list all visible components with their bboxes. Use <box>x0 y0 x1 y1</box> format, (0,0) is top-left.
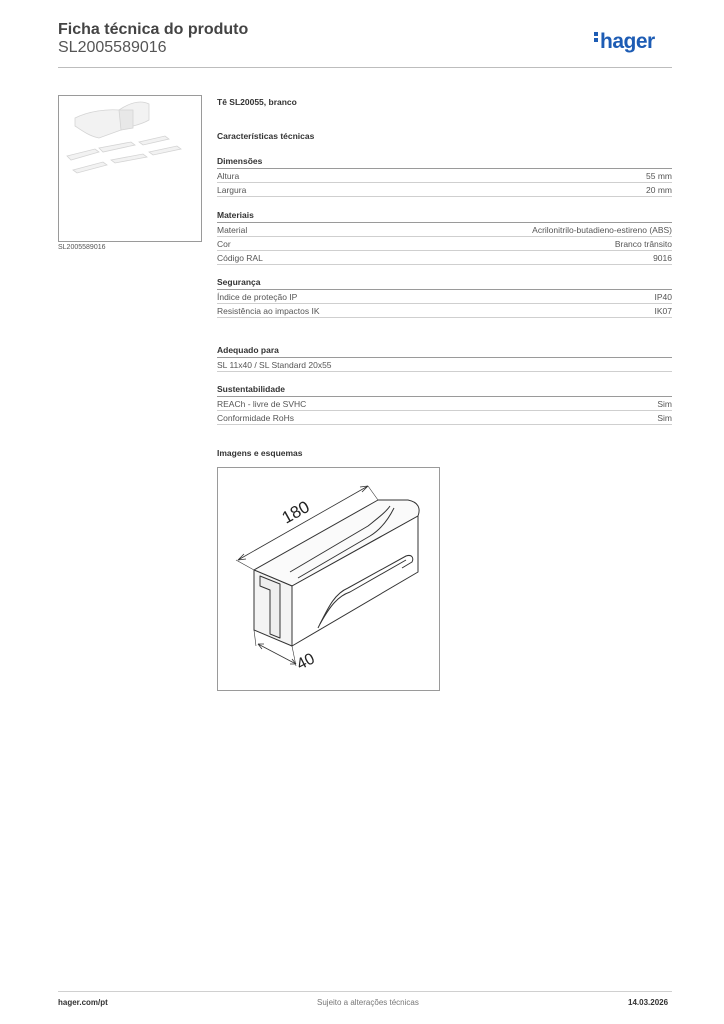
table-row <box>217 169 672 183</box>
dimension-drawing <box>218 468 439 690</box>
row-label: Resistência ao impactos IK <box>217 306 320 316</box>
safety-table <box>217 276 672 318</box>
row-value: 20 mm <box>646 185 672 195</box>
row-label: Código RAL <box>217 253 263 263</box>
dimensions-heading: Dimensões <box>217 155 672 169</box>
sustainability-table <box>217 383 672 425</box>
row-value: 9016 <box>653 253 672 263</box>
footer-note: Sujeito a alterações técnicas <box>317 998 419 1007</box>
page-title: Ficha técnica do produto <box>58 21 249 38</box>
logo-text: hager <box>600 30 655 53</box>
row-value: Sim <box>657 413 672 423</box>
table-row <box>217 183 672 197</box>
images-heading: Imagens e esquemas <box>217 448 303 458</box>
dimension-width-label: 40 <box>294 650 318 674</box>
product-parts-icon <box>59 96 201 241</box>
row-value: Sim <box>657 399 672 409</box>
dimension-length-label: 180 <box>278 497 313 528</box>
row-value: IK07 <box>654 306 672 316</box>
footer-date: 14.03.2026 <box>628 998 669 1007</box>
row-label: REACh - livre de SVHC <box>217 399 307 409</box>
thumbnail-caption: SL2005589016 <box>58 244 106 251</box>
safety-heading: Segurança <box>217 276 672 290</box>
dimensions-table <box>217 155 672 197</box>
table-row <box>217 304 672 318</box>
row-label: Altura <box>217 171 240 181</box>
row-value: Branco trânsito <box>614 239 672 249</box>
footer-site: hager.com/pt <box>58 998 108 1007</box>
table-row <box>217 358 672 372</box>
sustainability-heading: Sustentabilidade <box>217 383 672 397</box>
product-name: Tê SL20055, branco <box>217 97 297 107</box>
suitable-heading: Adequado para <box>217 344 672 358</box>
row-label: Conformidade RoHs <box>217 413 295 423</box>
row-label: Largura <box>217 185 247 195</box>
suitable-table <box>217 344 672 372</box>
table-row <box>217 411 672 425</box>
table-row <box>217 223 672 237</box>
row-value: Acrilonitrilo-butadieno-estireno (ABS) <box>532 225 672 235</box>
technical-drawing <box>217 467 440 691</box>
table-row <box>217 397 672 411</box>
row-value: IP40 <box>654 292 672 302</box>
tech-characteristics-heading: Características técnicas <box>217 131 315 141</box>
logo-dots-icon <box>594 32 598 44</box>
product-code: SL2005589016 <box>58 39 167 56</box>
row-label: Material <box>217 225 248 235</box>
header-divider <box>58 67 672 68</box>
hager-logo <box>594 30 655 54</box>
table-row <box>217 290 672 304</box>
materials-table <box>217 209 672 265</box>
row-label: Índice de proteção IP <box>217 292 298 302</box>
materials-heading: Materiais <box>217 209 672 223</box>
row-value: 55 mm <box>646 171 672 181</box>
table-row <box>217 251 672 265</box>
footer-divider <box>58 991 672 992</box>
product-image <box>58 95 202 242</box>
row-label: SL 11x40 / SL Standard 20x55 <box>217 360 332 370</box>
row-label: Cor <box>217 239 231 249</box>
table-row <box>217 237 672 251</box>
